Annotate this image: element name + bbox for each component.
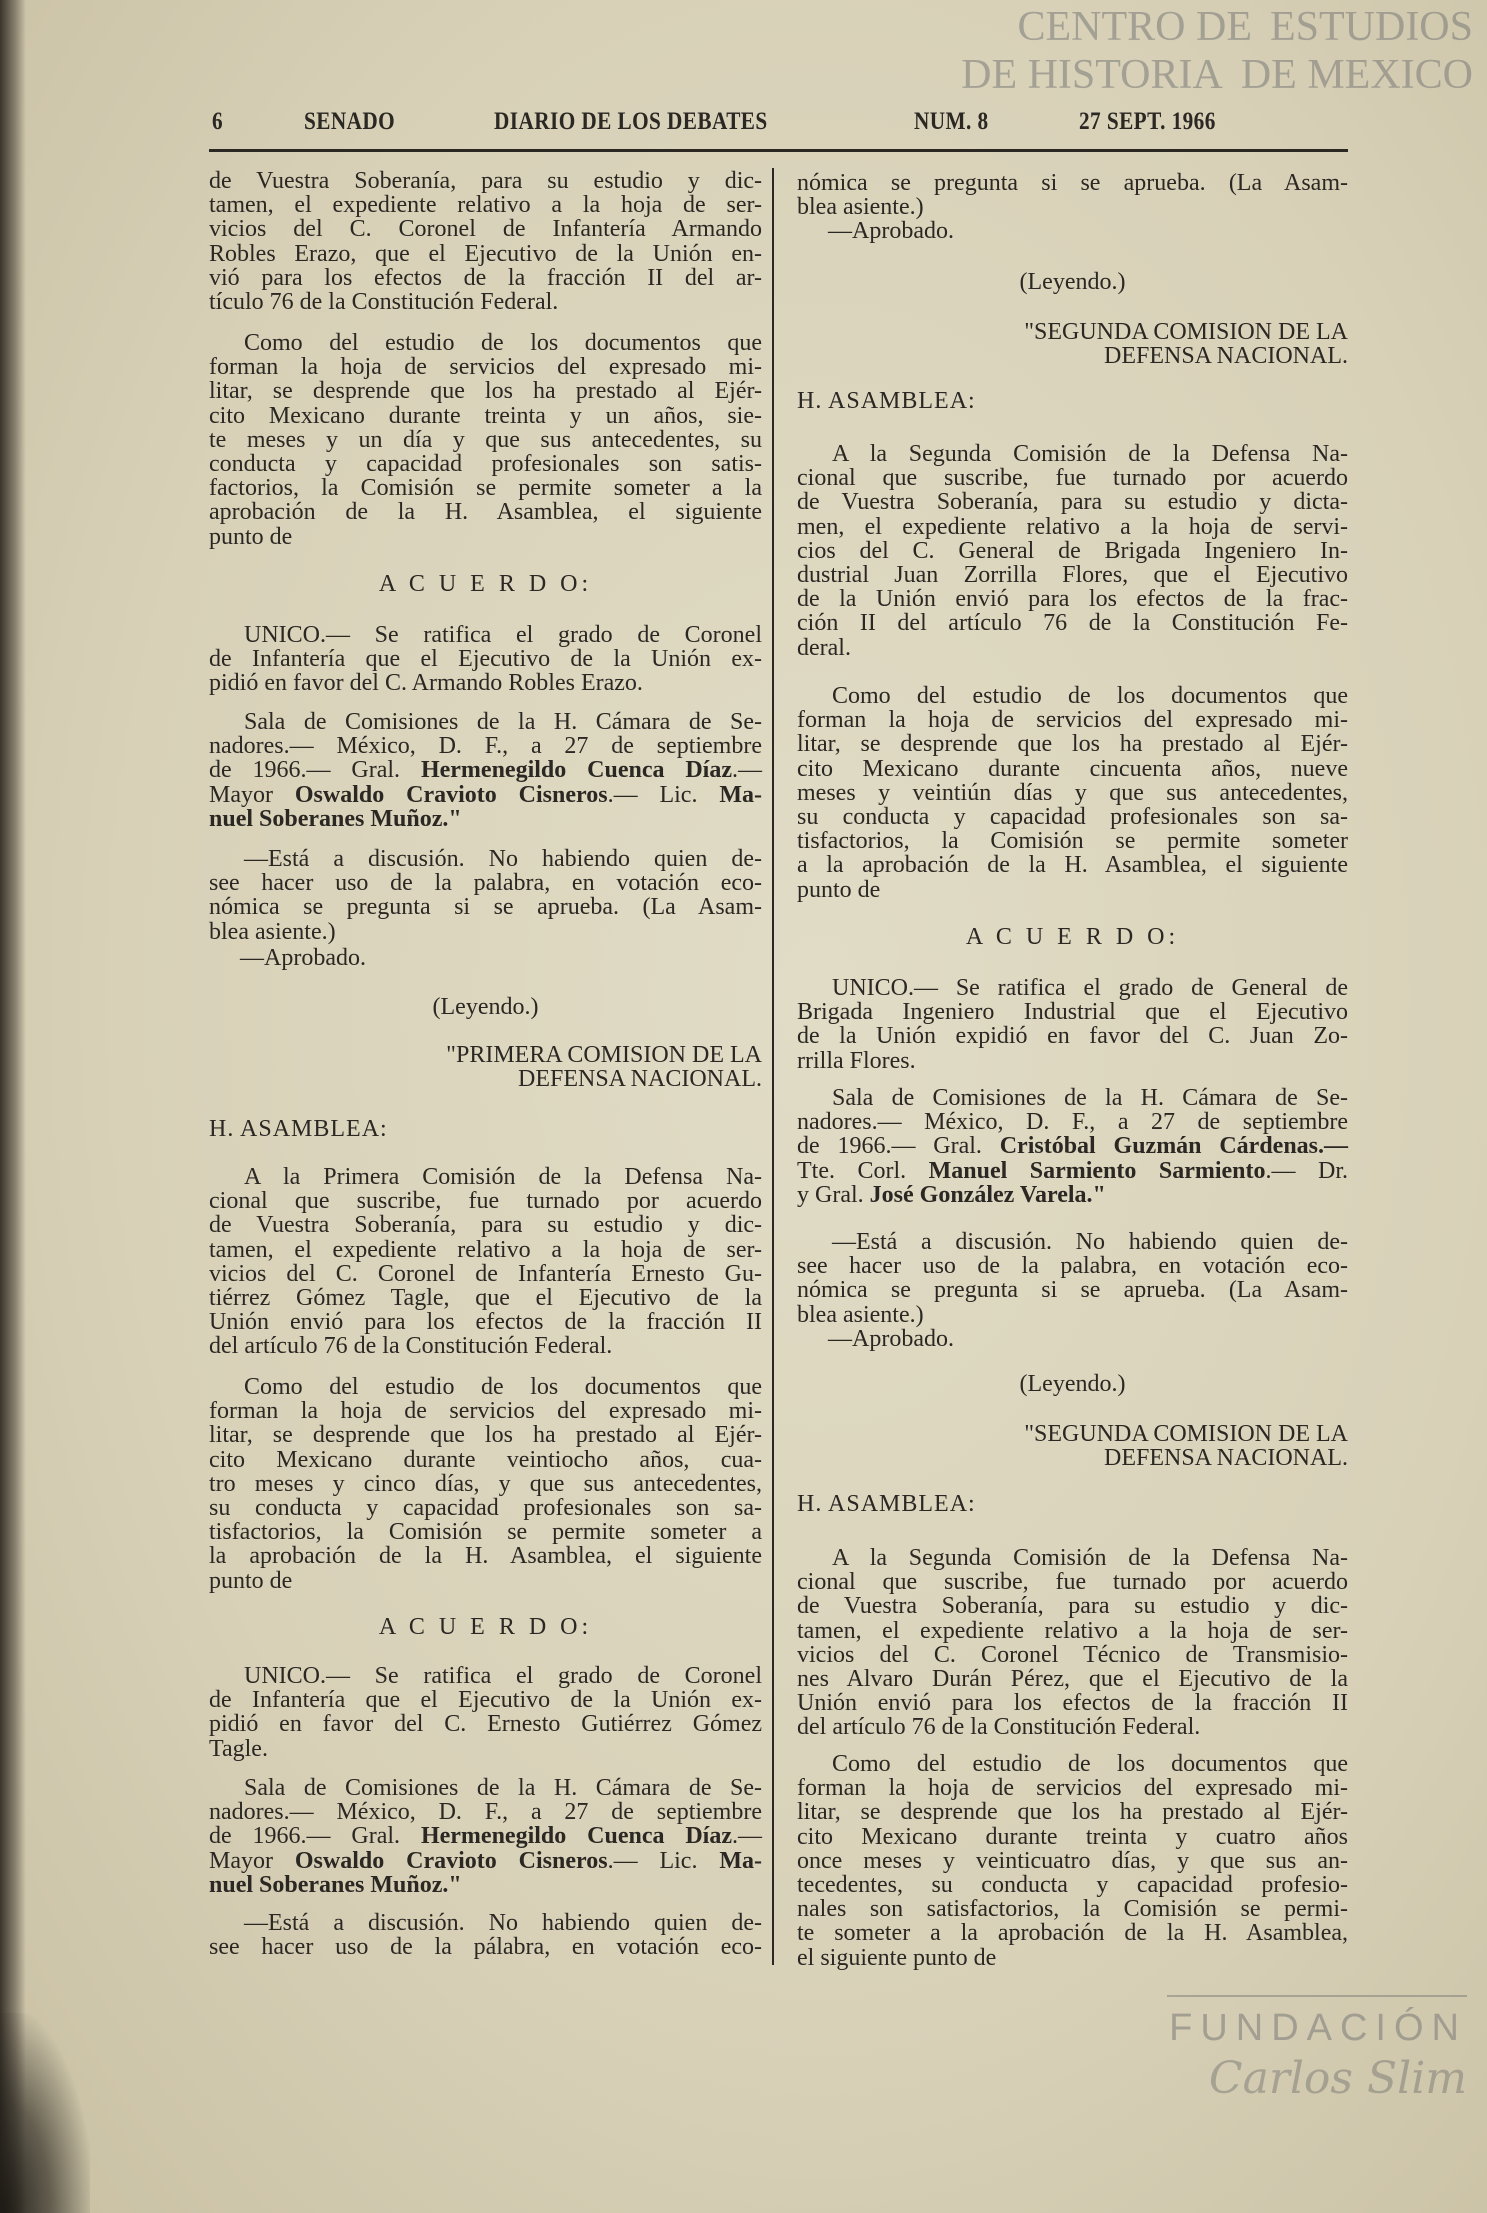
commission-title: [797, 320, 1348, 368]
signatory-name: Cristóbal Guzmán Cárdenas.—: [999, 1133, 1349, 1160]
paragraph: [209, 710, 762, 831]
text-line: see hacer uso de la palabra, en votación eco-: [209, 870, 762, 897]
header-publication: DIARIO DE LOS DEBATES: [494, 108, 768, 135]
text-line: forman la hoja de servicios del expresado mi-: [797, 1775, 1348, 1802]
text-line: Brigada Ingeniero Industrial que el Ejecutivo: [797, 999, 1348, 1026]
paragraph: [209, 1911, 762, 1959]
text-segment: de 1966.— Gral.: [209, 757, 421, 784]
text-line: conducta y capacidad profesionales son satis-: [209, 451, 762, 478]
text-line: Como del estudio de los documentos que: [832, 683, 1348, 709]
text-line: deral.: [797, 634, 851, 661]
text-line: forman la hoja de servicios del expresado mi-: [209, 1398, 762, 1425]
text-line: nadores.— México, D. F., a 27 de septiembre: [209, 733, 762, 760]
text-line: A la Segunda Comisión de la Defensa Na-: [832, 441, 1348, 467]
text-line: H. ASAMBLEA:: [209, 1116, 388, 1142]
column-divider: [772, 168, 774, 1965]
text-line: blea asiente.): [797, 194, 924, 221]
text-line: Como del estudio de los documentos que: [244, 1374, 762, 1400]
text-line: tisfactorios, la Comisión se permite someter a: [209, 1519, 762, 1546]
text-line: dustrial Juan Zorrilla Flores, que el Ejecutivo: [797, 562, 1348, 589]
text-line: nómica se pregunta si se aprueba. (La Asam-: [797, 170, 1348, 196]
text-line: Tagle.: [209, 1735, 268, 1762]
text-line: nadores.— México, D. F., a 27 de septiembre: [209, 1799, 762, 1826]
text-line: nadores.— México, D. F., a 27 de septiembre: [797, 1109, 1348, 1136]
page-corner-shadow: [0, 2013, 90, 2213]
text-line: de Vuestra Soberanía, para su estudio y dic-: [797, 1593, 1348, 1620]
text-line: [209, 1849, 762, 1873]
text-line: vicios del C. Coronel Técnico de Transmisio-: [797, 1641, 1348, 1668]
section-heading: [209, 1615, 762, 1639]
paragraph: [209, 1375, 762, 1593]
text-line: once meses y veinticuatro días, y que sus an-: [797, 1847, 1348, 1874]
text-line: "SEGUNDA COMISION DE LA: [1024, 319, 1348, 345]
text-line: te meses y un día y que sus antecedentes, su: [209, 426, 762, 453]
text-line: la aprobación de la H. Asamblea, el siguiente: [209, 1543, 762, 1570]
reading-note: [209, 995, 762, 1019]
text-line: cios del C. General de Brigada Ingeniero In-: [797, 537, 1348, 564]
text-line: de la Unión expidió en favor del C. Juan Zo-: [797, 1023, 1348, 1050]
text-line: Sala de Comisiones de la H. Cámara de Se-: [244, 1775, 762, 1801]
text-line: DEFENSA NACIONAL.: [1103, 1445, 1348, 1472]
paragraph: [797, 1546, 1348, 1740]
text-line: de la Unión envió para los efectos de la frac-: [797, 586, 1348, 613]
text-line: te someter a la aprobación de la H. Asamblea,: [797, 1920, 1348, 1947]
text-line: —Aprobado.: [240, 945, 366, 971]
paragraph: [797, 171, 1348, 219]
watermark-foundation-block: [1167, 1995, 1467, 2107]
text-segment: .—: [732, 757, 763, 784]
paragraph: [797, 684, 1348, 902]
text-line: factorios, la Comisión se permite someter a la: [209, 475, 762, 502]
text-line: litar, se desprende que los ha prestado al Ejér-: [797, 1799, 1348, 1826]
signatory-name: nuel Soberanes Muñoz.": [209, 1871, 462, 1898]
text-line: A C U E R D O:: [378, 1614, 593, 1640]
text-line: "PRIMERA COMISION DE LA: [446, 1042, 762, 1068]
text-line: tisfactorios, la Comisión se permite someter: [797, 828, 1348, 855]
text-line: punto de: [797, 876, 881, 903]
text-line: see hacer uso de la pálabra, en votación eco-: [209, 1934, 762, 1961]
text-line: [209, 758, 762, 782]
signatory-name: Ma-: [719, 781, 763, 808]
text-line: [797, 1159, 1348, 1183]
text-line: A la Segunda Comisión de la Defensa Na-: [832, 1545, 1348, 1571]
text-segment: de 1966.— Gral.: [797, 1133, 1000, 1160]
text-line: (Leyendo.): [432, 994, 539, 1020]
text-line: blea asiente.): [209, 918, 336, 945]
watermark-line-4: DE MEXICO: [1240, 52, 1473, 98]
paragraph: [209, 1664, 762, 1761]
text-line: su conducta y capacidad profesionales son sa-: [209, 1495, 762, 1522]
watermark-row-2: [961, 52, 1473, 98]
paragraph: [209, 847, 762, 944]
text-line: H. ASAMBLEA:: [797, 388, 976, 414]
paragraph: [797, 1752, 1348, 1970]
address-heading: [209, 1117, 762, 1141]
text-line: meses y veintiún días y que sus antecedentes,: [797, 779, 1348, 806]
signatory-name: Oswaldo Cravioto Cisneros: [294, 1847, 608, 1874]
text-line: UNICO.— Se ratifica el grado de Coronel: [244, 1663, 762, 1689]
paragraph: [209, 169, 762, 314]
text-line: pidió en favor del C. Ernesto Gutiérrez Gómez: [209, 1711, 762, 1738]
text-segment: de 1966.— Gral.: [209, 1823, 421, 1850]
address-heading: [797, 1492, 1348, 1516]
text-line: DEFENSA NACIONAL.: [1103, 343, 1348, 370]
text-line: de Vuestra Soberanía, para su estudio y dic-: [209, 1212, 762, 1239]
paragraph: [797, 1230, 1348, 1327]
text-line: —Aprobado.: [828, 218, 954, 244]
watermark-line-1: CENTRO DE: [1017, 4, 1252, 50]
text-line: tamen, el expediente relativo a la hoja de ser-: [797, 1617, 1348, 1644]
text-line: tro meses y cinco días, y que sus antecedentes,: [209, 1470, 762, 1497]
text-line: Sala de Comisiones de la H. Cámara de Se-: [832, 1085, 1348, 1111]
watermark-line-3: DE HISTORIA: [961, 52, 1223, 98]
text-line: pidió en favor del C. Armando Robles Erazo.: [209, 670, 643, 697]
signatory-name: José González Varela.": [869, 1181, 1106, 1208]
text-line: nómica se pregunta si se aprueba. (La Asam-: [209, 894, 762, 921]
signatory-name: Hermenegildo Cuenca Díaz: [420, 1823, 733, 1850]
text-line: punto de: [209, 1567, 293, 1594]
header-rule: [209, 149, 1348, 152]
text-segment: Mayor: [209, 1847, 295, 1874]
reading-note: [797, 1372, 1348, 1396]
text-line: [209, 783, 762, 807]
text-line: el siguiente punto de: [797, 1944, 997, 1971]
text-line: [797, 1134, 1348, 1158]
text-line: Robles Erazo, que el Ejecutivo de la Unión en-: [209, 240, 762, 267]
text-line: forman la hoja de servicios del expresado mi-: [797, 707, 1348, 734]
page-number: 6: [212, 108, 224, 135]
text-segment: Tte. Corl.: [797, 1157, 929, 1184]
text-line: H. ASAMBLEA:: [797, 1491, 976, 1517]
text-line: cito Mexicano durante treinta y cuatro años: [797, 1823, 1348, 1850]
text-line: litar, se desprende que los ha prestado al Ejér-: [797, 731, 1348, 758]
text-line: cito Mexicano durante veintiocho años, cua-: [209, 1446, 762, 1473]
text-line: de Infantería que el Ejecutivo de la Unión ex-: [209, 1687, 762, 1714]
address-heading: [797, 389, 1348, 413]
text-segment: .—: [732, 1823, 763, 1850]
text-line: see hacer uso de la palabra, en votación eco-: [797, 1253, 1348, 1280]
commission-title: [209, 1043, 762, 1091]
text-line: aprobación de la H. Asamblea, el siguiente: [209, 499, 762, 526]
text-line: a la aprobación de la H. Asamblea, el siguiente: [797, 852, 1348, 879]
text-segment: .— Lic.: [607, 1847, 720, 1874]
watermark-signature: Carlos Slim: [1208, 2053, 1467, 2104]
text-line: del artículo 76 de la Constitución Federal.: [797, 1714, 1201, 1741]
watermark-line-2: ESTUDIOS: [1269, 4, 1473, 50]
header-date: 27 SEPT. 1966: [1079, 108, 1216, 135]
approval-note: [797, 219, 1348, 243]
paragraph: [797, 976, 1348, 1073]
text-line: A C U E R D O:: [378, 571, 593, 597]
text-line: nómica se pregunta si se aprueba. (La Asam-: [797, 1277, 1348, 1304]
reading-note: [797, 270, 1348, 294]
commission-title: [797, 1422, 1348, 1470]
paragraph: [797, 1086, 1348, 1207]
paragraph: [209, 1165, 762, 1359]
text-line: tecedentes, su conducta y capacidad profesio-: [797, 1872, 1348, 1899]
text-line: [209, 1873, 762, 1897]
text-line: de Infantería que el Ejecutivo de la Unión ex-: [209, 646, 762, 673]
signatory-name: nuel Soberanes Muñoz.": [209, 805, 462, 832]
text-line: nes Alvaro Durán Pérez, que el Ejecutivo de la: [797, 1666, 1348, 1693]
signatory-name: Hermenegildo Cuenca Díaz: [420, 757, 733, 784]
text-line: UNICO.— Se ratifica el grado de Coronel: [244, 622, 762, 648]
text-line: litar, se desprende que los ha prestado al Ejér-: [209, 1422, 762, 1449]
text-line: vicios del C. Coronel de Infantería Armando: [209, 216, 762, 243]
text-line: cional que suscribe, fue turnado por acuerdo: [797, 1569, 1348, 1596]
text-line: "SEGUNDA COMISION DE LA: [1024, 1421, 1348, 1447]
text-line: tamen, el expediente relativo a la hoja de ser-: [209, 192, 762, 219]
text-line: Unión envió para los efectos de la fracción II: [797, 1690, 1348, 1717]
section-heading: [797, 925, 1348, 949]
text-line: Como del estudio de los documentos que: [832, 1751, 1348, 1777]
text-line: vió para los efectos de la fracción II del ar-: [209, 264, 762, 291]
text-line: —Aprobado.: [828, 1326, 954, 1352]
paragraph: [797, 442, 1348, 660]
text-line: cional que suscribe, fue turnado por acuerdo: [209, 1188, 762, 1215]
text-line: —Está a discusión. No habiendo quien de-: [832, 1229, 1348, 1255]
paragraph: [209, 1776, 762, 1897]
text-line: su conducta y capacidad profesionales son sa-: [797, 804, 1348, 831]
text-line: A C U E R D O:: [965, 924, 1180, 950]
approval-note: [797, 1327, 1348, 1351]
text-line: UNICO.— Se ratifica el grado de General de: [832, 975, 1348, 1001]
text-line: [209, 1824, 762, 1848]
text-line: forman la hoja de servicios del expresado mi-: [209, 354, 762, 381]
approval-note: [209, 946, 762, 970]
text-line: cito Mexicano durante cincuenta años, nueve: [797, 755, 1348, 782]
header-chamber: SENADO: [304, 108, 396, 135]
signatory-name: Oswaldo Cravioto Cisneros: [294, 781, 608, 808]
text-line: vicios del C. Coronel de Infantería Ernesto Gu-: [209, 1260, 762, 1287]
text-line: —Está a discusión. No habiendo quien de-: [244, 846, 762, 872]
text-line: Como del estudio de los documentos que: [244, 330, 762, 356]
text-line: cional que suscribe, fue turnado por acuerdo: [797, 465, 1348, 492]
text-segment: y Gral.: [797, 1181, 870, 1208]
text-line: (Leyendo.): [1019, 1371, 1126, 1397]
text-line: A la Primera Comisión de la Defensa Na-: [244, 1164, 762, 1190]
text-segment: .— Lic.: [607, 781, 720, 808]
text-line: tamen, el expediente relativo a la hoja de ser-: [209, 1236, 762, 1263]
text-line: de Vuestra Soberanía, para su estudio y dicta-: [797, 489, 1348, 516]
watermark-row-1: [1017, 4, 1473, 50]
text-line: [797, 1183, 1348, 1207]
text-line: cito Mexicano durante treinta y un años, sie-: [209, 402, 762, 429]
text-line: [209, 807, 762, 831]
paragraph: [209, 623, 762, 696]
text-line: tículo 76 de la Constitución Federal.: [209, 289, 559, 316]
text-line: nales son satisfactorios, la Comisión se permi-: [797, 1896, 1348, 1923]
paragraph: [209, 331, 762, 549]
text-line: —Está a discusión. No habiendo quien de-: [244, 1910, 762, 1936]
signatory-name: Manuel Sarmiento Sarmiento: [928, 1157, 1266, 1184]
header-issue: NUM. 8: [914, 108, 989, 135]
watermark-foundation: FUNDACIÓN: [1169, 2007, 1467, 2049]
text-line: men, el expediente relativo a la hoja de servi-: [797, 513, 1348, 540]
watermark-divider: [1167, 1995, 1467, 1997]
text-line: blea asiente.): [797, 1301, 924, 1328]
text-line: tiérrez Gómez Tagle, que el Ejecutivo de la: [209, 1285, 762, 1312]
text-line: Sala de Comisiones de la H. Cámara de Se-: [244, 709, 762, 735]
text-line: de Vuestra Soberanía, para su estudio y dic-: [209, 168, 762, 194]
text-line: Unión envió para los efectos de la fracción II: [209, 1309, 762, 1336]
text-line: rrilla Flores.: [797, 1047, 916, 1074]
text-segment: .— Dr.: [1265, 1157, 1348, 1184]
text-segment: Mayor: [209, 781, 295, 808]
text-line: del artículo 76 de la Constitución Federal.: [209, 1333, 613, 1360]
text-line: ción II del artículo 76 de la Constitución Fe-: [797, 610, 1348, 637]
section-heading: [209, 572, 762, 596]
text-line: litar, se desprende que los ha prestado al Ejér-: [209, 378, 762, 405]
text-line: DEFENSA NACIONAL.: [517, 1066, 762, 1093]
signatory-name: Ma-: [719, 1847, 763, 1874]
text-line: punto de: [209, 523, 293, 550]
text-line: (Leyendo.): [1019, 269, 1126, 295]
page-edge-shadow: [0, 0, 26, 2213]
